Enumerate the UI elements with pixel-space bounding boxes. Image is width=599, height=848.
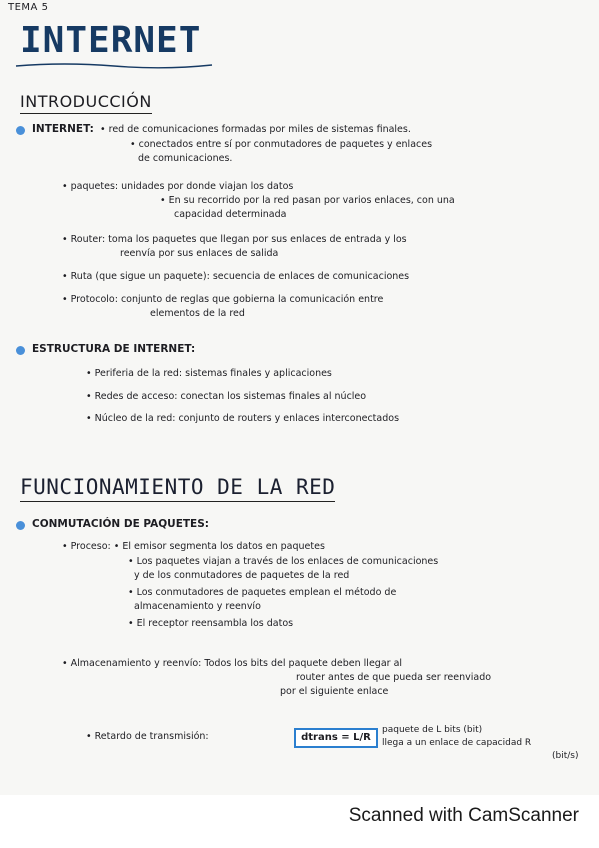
router-line-1: • Router: toma los paquetes que llegan por sus enlaces de entrada y los xyxy=(62,234,407,245)
proceso-line-2: • Los paquetes viajan a través de los enlaces de comunicaciones xyxy=(128,556,439,567)
paquetes-line-1: • paquetes: unidades por donde viajan los datos xyxy=(62,181,294,192)
formula-box: dtrans = L/R xyxy=(294,728,378,748)
bullet-dot xyxy=(16,346,25,355)
estructura-item-1: • Periferia de la red: sistemas finales y aplicaciones xyxy=(86,368,332,379)
scanner-footer xyxy=(0,795,599,848)
paquetes-line-3: capacidad determinada xyxy=(174,209,287,220)
page-title: INTERNET xyxy=(20,20,202,61)
internet-line-1: • red de comunicaciones formadas por miles de sistemas finales. xyxy=(100,124,411,135)
retardo-note-2: llega a un enlace de capacidad R xyxy=(382,738,532,748)
proceso-line-6: • El receptor reensambla los datos xyxy=(128,618,294,629)
proceso-line-3: y de los conmutadores de paquetes de la red xyxy=(134,570,350,581)
almacenamiento-line-2: router antes de que pueda ser reenviado xyxy=(296,672,492,683)
almacenamiento-line-1: • Almacenamiento y reenvío: Todos los bits del paquete deben llegar al xyxy=(62,658,403,669)
retardo-note-1: paquete de L bits (bit) xyxy=(382,725,483,735)
tema-label: TEMA 5 xyxy=(8,2,49,13)
proceso-line-5: almacenamiento y reenvío xyxy=(134,601,261,612)
title-squiggle xyxy=(14,60,214,70)
estructura-item-2: • Redes de acceso: conectan los sistemas finales al núcleo xyxy=(86,391,367,402)
conmutacion-label: CONMUTACIÓN DE PAQUETES: xyxy=(32,518,209,530)
protocolo-line-1: • Protocolo: conjunto de reglas que gobierna la comunicación entre xyxy=(62,294,384,305)
proceso-line-4: • Los conmutadores de paquetes emplean el método de xyxy=(128,587,397,598)
internet-line-2: • conectados entre sí por conmutadores de paquetes y enlaces xyxy=(130,139,433,150)
estructura-item-3: • Núcleo de la red: conjunto de routers y enlaces interconectados xyxy=(86,413,400,424)
ruta-line: • Ruta (que sigue un paquete): secuencia de enlaces de comunicaciones xyxy=(62,271,410,282)
internet-label: INTERNET: xyxy=(32,123,94,135)
funcionamiento-heading: FUNCIONAMIENTO DE LA RED xyxy=(20,475,335,499)
bullet-dot xyxy=(16,521,25,530)
retardo-note-3: (bit/s) xyxy=(552,751,579,761)
retardo-label: • Retardo de transmisión: xyxy=(86,731,209,742)
intro-heading: INTRODUCCIÓN xyxy=(20,92,152,111)
paquetes-line-2: • En su recorrido por la red pasan por varios enlaces, con una xyxy=(160,195,455,206)
bleed-through-text xyxy=(300,20,590,34)
internet-line-3: de comunicaciones. xyxy=(138,153,233,164)
router-line-2: reenvía por sus enlaces de salida xyxy=(120,248,279,259)
bullet-dot xyxy=(16,126,25,135)
almacenamiento-line-3: por el siguiente enlace xyxy=(280,686,389,697)
estructura-label: ESTRUCTURA DE INTERNET: xyxy=(32,343,195,355)
camscanner-watermark: Scanned with CamScanner xyxy=(348,805,579,826)
proceso-line-1: • Proceso: • El emisor segmenta los datos en paquetes xyxy=(62,541,325,552)
protocolo-line-2: elementos de la red xyxy=(150,308,245,319)
